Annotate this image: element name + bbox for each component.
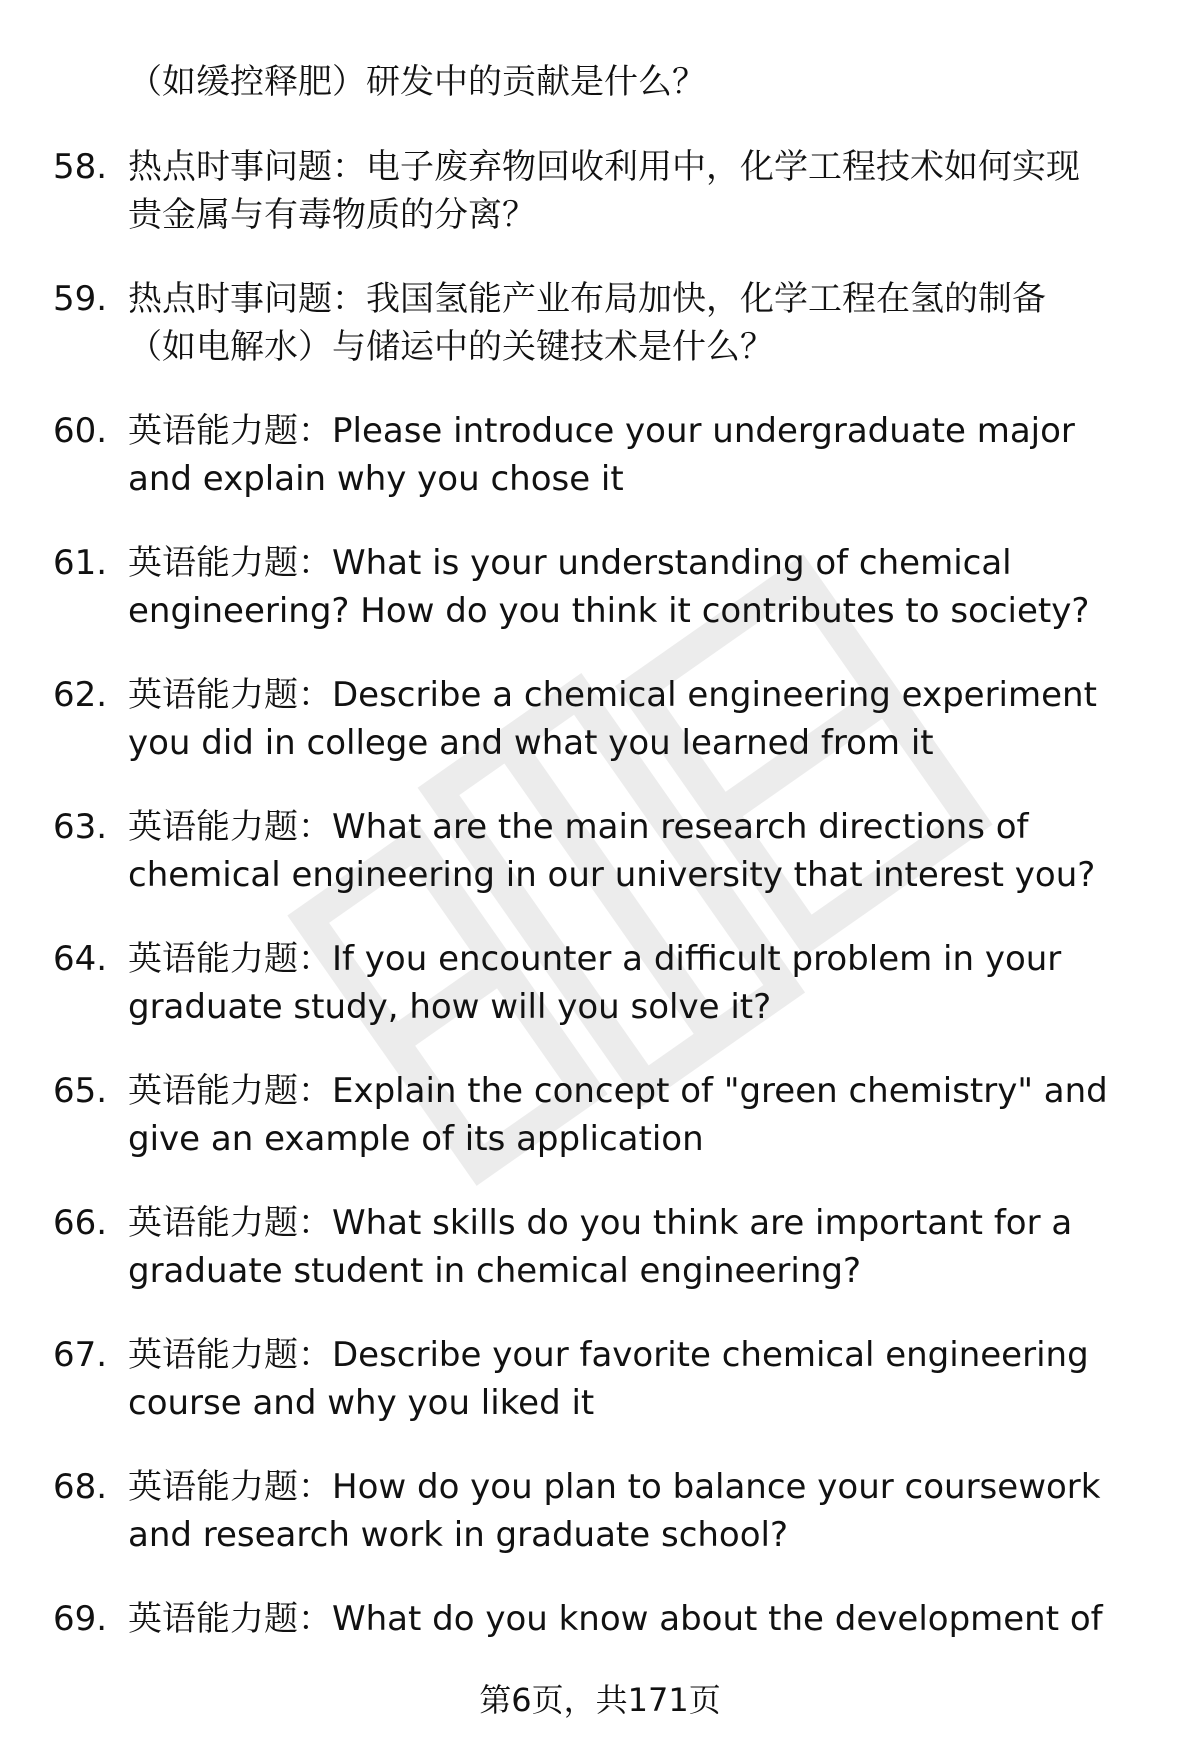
question-item (0, 671, 1200, 803)
question-text-line: 英语能力题：What is your understanding of chemical (128, 543, 1012, 583)
question-text-line: and explain why you chose it (128, 459, 624, 499)
question-item (0, 1331, 1200, 1463)
question-text-line: engineering? How do you think it contributes to society? (128, 591, 1090, 631)
question-text-line: 英语能力题：Describe your favorite chemical engineering (128, 1335, 1089, 1375)
question-text-line: you did in college and what you learned from it (128, 723, 934, 763)
question-number: 63. (53, 807, 108, 847)
question-item (0, 1067, 1200, 1199)
question-item (0, 539, 1200, 671)
question-item (0, 407, 1200, 539)
question-text-line: 贵金属与有毒物质的分离？ (128, 195, 536, 235)
question-text-line: 英语能力题：Describe a chemical engineering experiment (128, 675, 1097, 715)
question-number: 64. (53, 939, 108, 979)
question-number: 62. (53, 675, 108, 715)
question-text-line: graduate student in chemical engineering? (128, 1251, 861, 1291)
question-text-line: 热点时事问题：我国氢能产业布局加快，化学工程在氢的制备 (128, 279, 1046, 319)
question-text-line: 英语能力题：What are the main research directions of (128, 807, 1029, 847)
question-text-line: 热点时事问题：电子废弃物回收利用中，化学工程技术如何实现 (128, 147, 1080, 187)
question-text-line: graduate study, how will you solve it? (128, 987, 772, 1027)
question-text-line: （如电解水）与储运中的关键技术是什么？ (128, 327, 774, 367)
question-text-line: 英语能力题：Explain the concept of "green chemistry" and (128, 1071, 1108, 1111)
question-text-line: and research work in graduate school? (128, 1515, 789, 1555)
question-text-line: 英语能力题：What do you know about the development of (128, 1599, 1103, 1639)
question-item (0, 1199, 1200, 1331)
question-number: 67. (53, 1335, 108, 1375)
question-item (0, 275, 1200, 407)
question-item (0, 803, 1200, 935)
question-number: 68. (53, 1467, 108, 1507)
question-number: 66. (53, 1203, 108, 1243)
question-text-line: 英语能力题：Please introduce your undergraduate major (128, 411, 1075, 451)
question-item (0, 143, 1200, 275)
question-list (0, 143, 1200, 1727)
question-number: 60. (53, 411, 108, 451)
question-number: 65. (53, 1071, 108, 1111)
question-number: 61. (53, 543, 108, 583)
page-footer: 第6页，共171页 (479, 1681, 721, 1719)
question-text-line: course and why you liked it (128, 1383, 595, 1423)
question-number: 69. (53, 1599, 108, 1639)
question-number: 58. (53, 147, 108, 187)
question-number: 59. (53, 279, 108, 319)
question-item (0, 1463, 1200, 1595)
question-text-line: 英语能力题：If you encounter a difficult problem in your (128, 939, 1062, 979)
continued-question-text: （如缓控释肥）研发中的贡献是什么？ (128, 62, 706, 102)
question-text-line: chemical engineering in our university that interest you? (128, 855, 1096, 895)
question-item (0, 935, 1200, 1067)
question-text-line: 英语能力题：What skills do you think are important for a (128, 1203, 1073, 1243)
question-text-line: 英语能力题：How do you plan to balance your coursework (128, 1467, 1101, 1507)
question-text-line: give an example of its application (128, 1119, 704, 1159)
